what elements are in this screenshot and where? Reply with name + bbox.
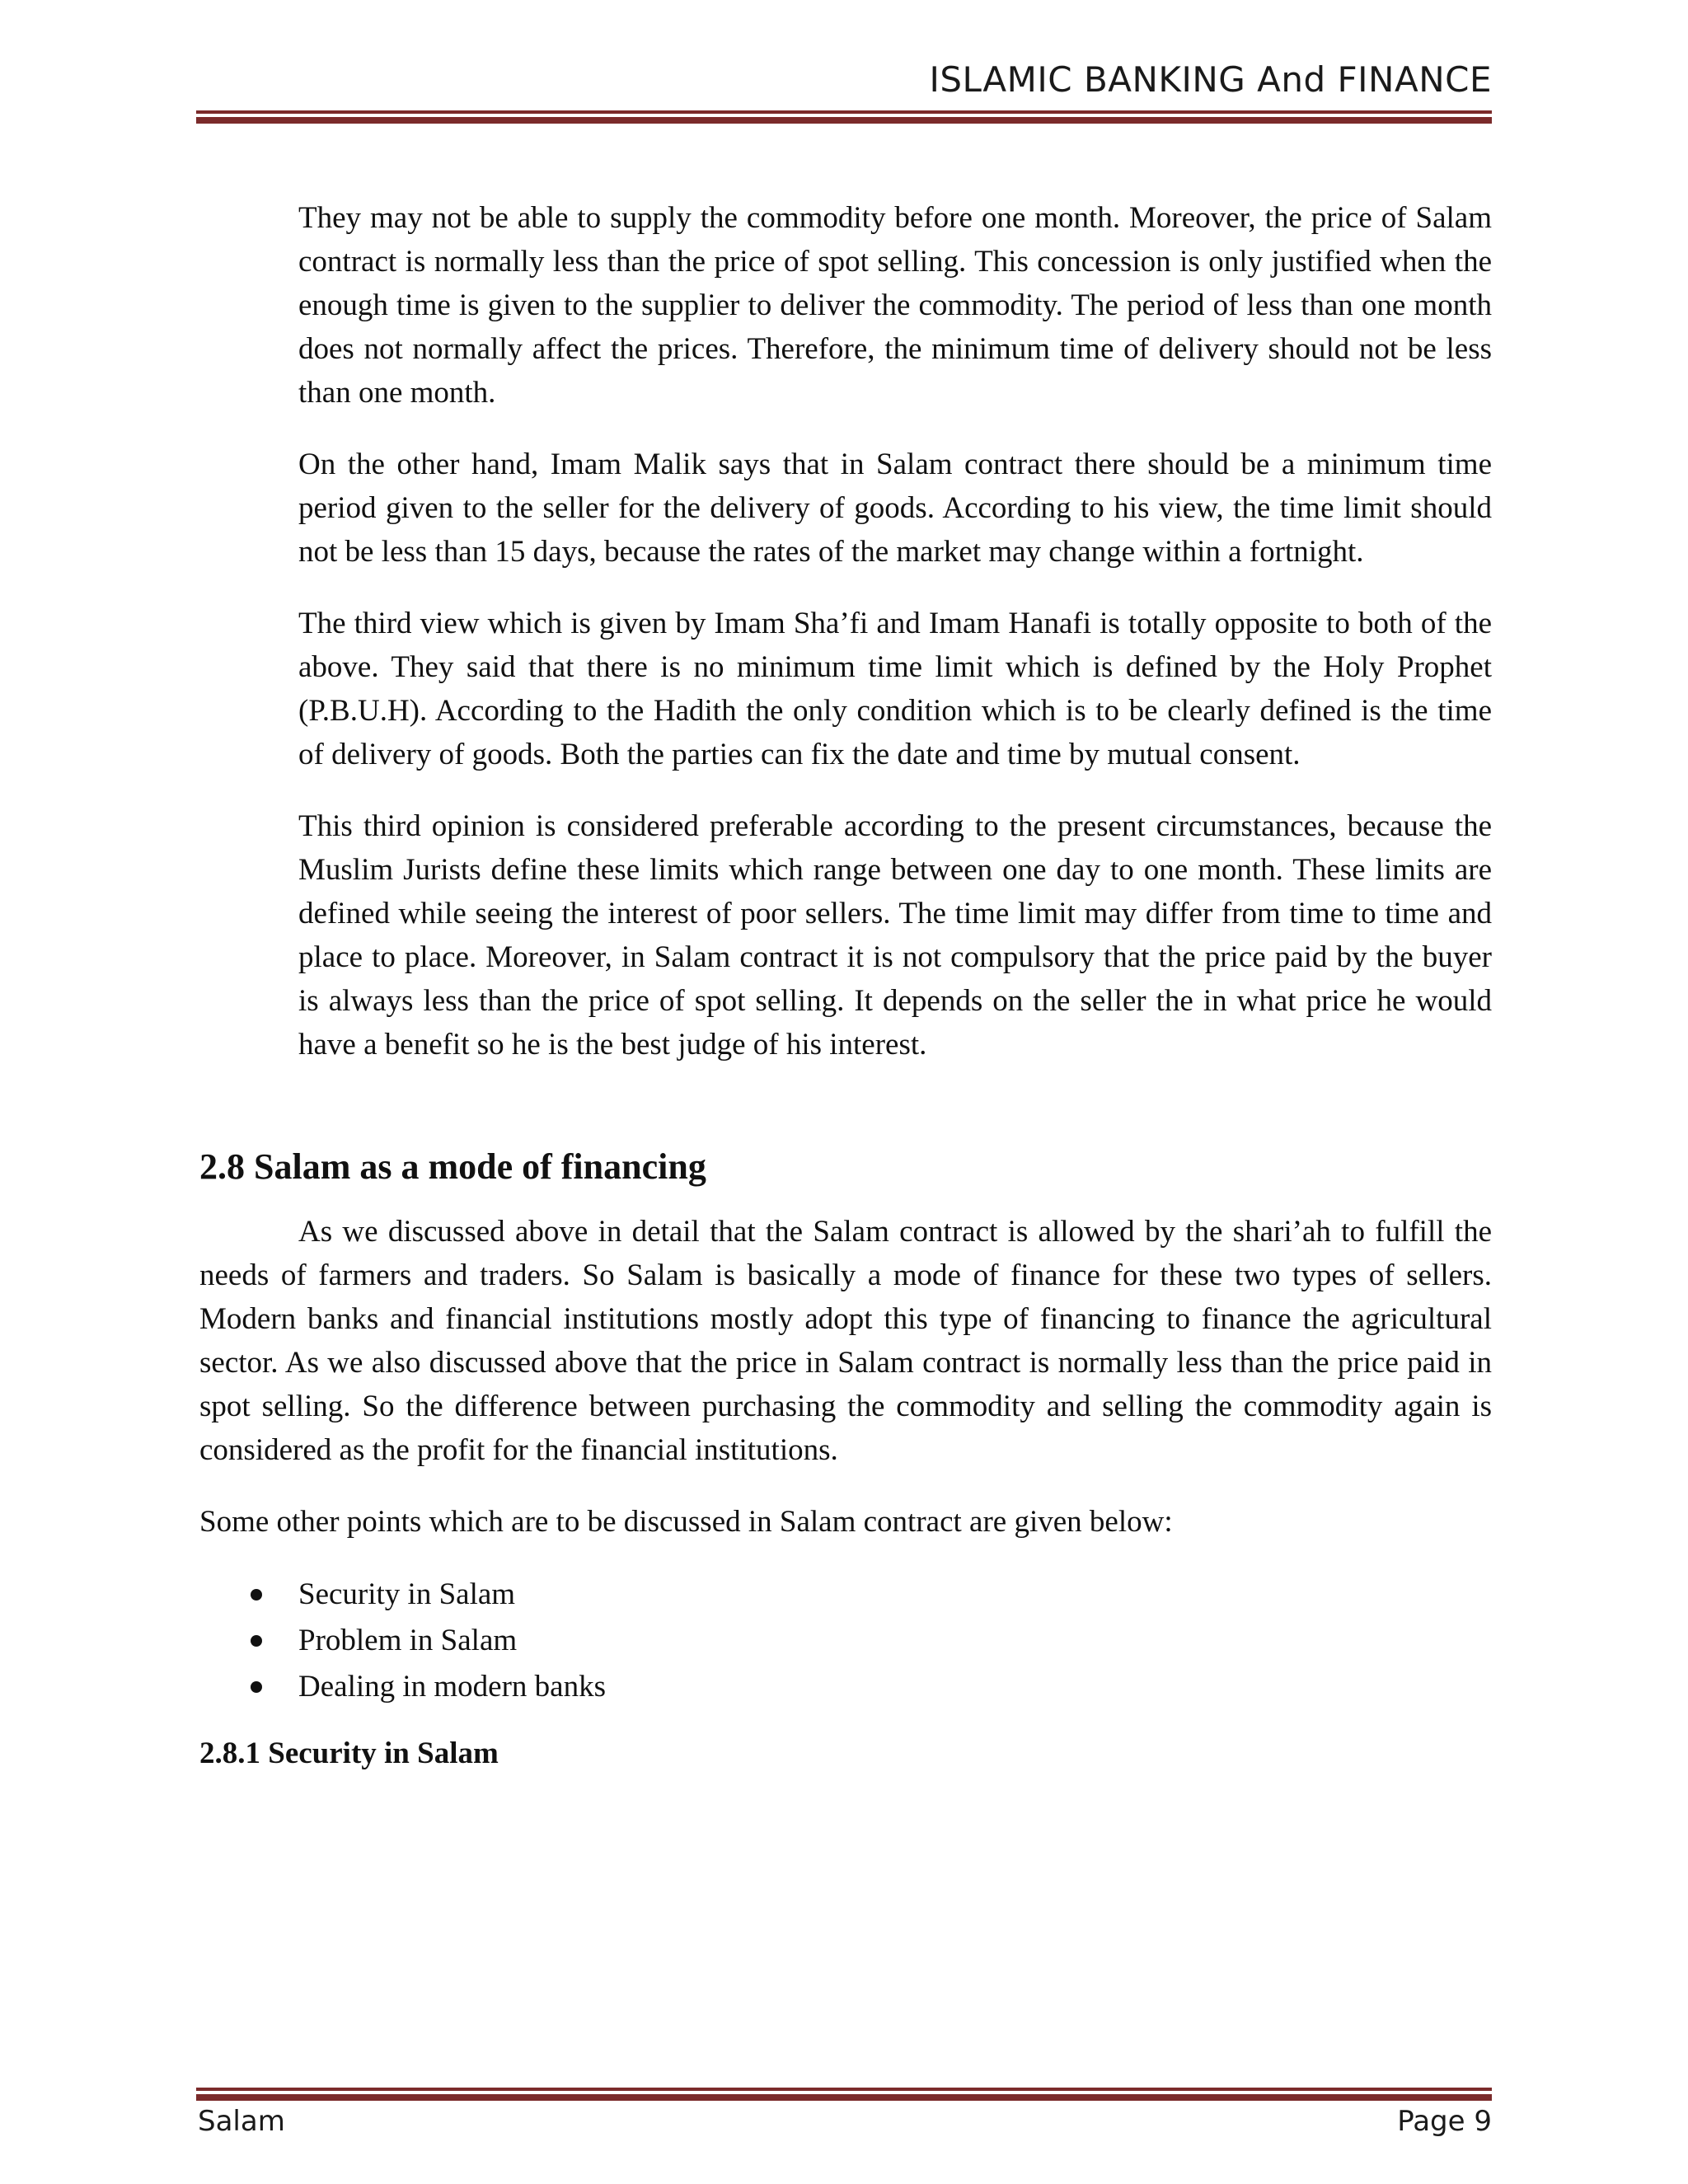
page-number: Page 9 (1397, 2105, 1492, 2138)
list-item-label: Problem in Salam (298, 1624, 518, 1657)
list-intro: Some other points which are to be discussed in Salam contract are given below: (199, 1505, 1173, 1539)
page-body (199, 196, 1492, 1775)
bullet-icon (251, 1681, 262, 1693)
list-item-label: Security in Salam (298, 1577, 516, 1611)
section-heading: 2.8 Salam as a mode of financing (199, 1146, 706, 1187)
paragraph-minimum-one-month: They may not be able to supply the commodity before one month. Moreover, the price of Salam contract is normally less than the price of spot selling. This concession is only justified when the enough time is given to the supplier to deliver the commodity. The period of less than one month does not normally affect the prices. Therefore, the minimum time of delivery should not be less than one month. (298, 201, 1492, 410)
bullet-icon (251, 1589, 262, 1601)
list-item (199, 1664, 1492, 1710)
footer-rule-thick-line (196, 2094, 1492, 2101)
header-rule-thick-line (196, 117, 1492, 124)
bullet-list (199, 1572, 1492, 1710)
subsection-heading: 2.8.1 Security in Salam (199, 1736, 499, 1770)
footer-rule (196, 2088, 1492, 2101)
bullet-icon (251, 1635, 262, 1647)
indented-paragraph-block (298, 196, 1492, 1066)
running-header-title: ISLAMIC BANKING And FINANCE (929, 59, 1492, 100)
section-paragraph: As we discussed above in detail that the Salam contract is allowed by the shari’ah to fulfill the needs of farmers and traders. So Salam is basically a mode of finance for these two types of sellers. Modern banks and financial institutions mostly adopt this type of financing to finance the agricultural sector. As we also discussed above that the price in Salam contract is normally less than the price paid in spot selling. So the difference between purchasing the commodity and selling the commodity again is considered as the profit for the financial institutions. (199, 1215, 1492, 1467)
paragraph-third-opinion-preferable: This third opinion is considered preferable according to the present circumstances, because the Muslim Jurists define these limits which range between one day to one month. These limits are defined while seeing the interest of poor sellers. The time limit may differ from time to time and place to place. Moreover, in Salam contract it is not compulsory that the price paid by the buyer is always less than the price of spot selling. It depends on the seller the in what price he would have a benefit so he is the best judge of his interest. (298, 809, 1492, 1062)
list-item (199, 1618, 1492, 1664)
paragraph-imam-malik-view: On the other hand, Imam Malik says that in Salam contract there should be a minimum time period given to the seller for the delivery of goods. According to his view, the time limit should not be less than 15 days, because the rates of the market may change within a fortnight. (298, 448, 1492, 569)
list-item-label: Dealing in modern banks (298, 1670, 606, 1704)
list-item (199, 1572, 1492, 1618)
footer-chapter-label: Salam (198, 2105, 285, 2138)
paragraph-third-view: The third view which is given by Imam Sha’fi and Imam Hanafi is totally opposite to both of the above. They said that there is no minimum time limit which is defined by the Holy Prophet (P.B.U.H). According to the Hadith the only condition which is to be clearly defined is the time of delivery of goods. Both the parties can fix the date and time by mutual consent. (298, 607, 1492, 771)
header-rule (196, 110, 1492, 124)
